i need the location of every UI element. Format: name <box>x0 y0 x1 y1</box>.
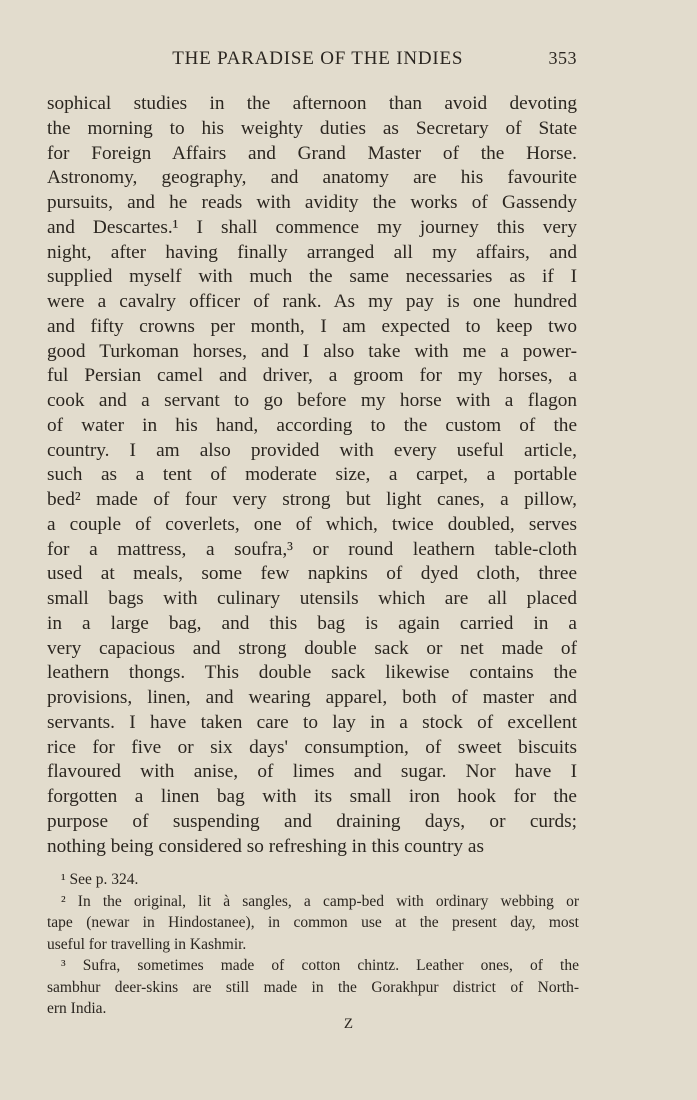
text-line: servants. I have taken care to lay in a stock of excellent <box>47 711 577 733</box>
text-line: good Turkoman horses, and I also take with me a power- <box>47 340 577 362</box>
text-line: purpose of suspending and draining days, or curds; <box>47 810 577 832</box>
text-line: night, after having finally arranged all my affairs, and <box>47 241 577 263</box>
text-line: sophical studies in the afternoon than avoid devoting <box>47 93 577 114</box>
text-line: country. I am also provided with every useful article, <box>47 439 577 461</box>
footnote-line: tape (newar in Hindostanee), in common use at the present day, most <box>47 914 579 931</box>
signature-mark: Z <box>343 1016 354 1032</box>
text-line: very capacious and strong double sack or net made of <box>47 637 577 659</box>
body-text <box>47 92 577 859</box>
text-line: leathern thongs. This double sack likewise contains the <box>47 662 577 684</box>
text-line: Astronomy, geography, and anatomy are his favourite <box>47 167 577 189</box>
text-line: forgotten a linen bag with its small iron hook for the <box>47 786 577 807</box>
text-line: were a cavalry officer of rank. As my pay is one hundred <box>47 291 577 312</box>
text-line: and Descartes.¹ I shall commence my journey this very <box>47 216 577 238</box>
page-number: 353 <box>548 48 577 68</box>
text-line: a couple of coverlets, one of which, twice doubled, serves <box>47 513 577 535</box>
footnote-line: useful for travelling in Kashmir. <box>47 935 247 953</box>
text-line: in a large bag, and this bag is again carried in a <box>47 612 577 634</box>
text-line: flavoured with anise, of limes and sugar. Nor have I <box>47 761 577 783</box>
footnote-line: ³ Sufra, sometimes made of cotton chintz. Leather ones, of the <box>61 957 579 974</box>
footnote-line: ² In the original, lit à sangles, a camp-bed with ordinary webbing or <box>61 892 579 910</box>
text-line: provisions, linen, and wearing apparel, both of master and <box>47 687 577 708</box>
text-line: pursuits, and he reads with avidity the works of Gassendy <box>47 192 577 213</box>
text-line: such as a tent of moderate size, a carpet, a portable <box>47 464 577 486</box>
text-line: for a mattress, a soufra,³ or round leathern table-cloth <box>47 538 577 560</box>
text-line: cook and a servant to go before my horse with a flagon <box>47 390 577 411</box>
footnotes <box>47 869 579 1020</box>
text-line: the morning to his weighty duties as Secretary of State <box>47 117 577 139</box>
text-line: and fifty crowns per month, I am expected to keep two <box>47 315 577 337</box>
text-line: used at meals, some few napkins of dyed cloth, three <box>47 563 577 585</box>
text-line: nothing being considered so refreshing in this country as <box>47 835 484 857</box>
footnote-line: ¹ See p. 324. <box>61 871 139 888</box>
footnote-line: ern India. <box>47 1000 107 1017</box>
text-line: small bags with culinary utensils which are all placed <box>47 588 577 609</box>
text-line: rice for five or six days' consumption, of sweet biscuits <box>47 736 577 758</box>
running-header <box>47 48 577 70</box>
text-line: for Foreign Affairs and Grand Master of the Horse. <box>47 142 577 164</box>
text-line: ful Persian camel and driver, a groom for my horses, a <box>47 365 577 387</box>
text-line: of water in his hand, according to the custom of the <box>47 414 577 436</box>
text-line: bed² made of four very strong but light canes, a pillow, <box>47 489 577 510</box>
running-title: THE PARADISE OF THE INDIES <box>172 48 464 69</box>
text-line: supplied myself with much the same necessaries as if I <box>47 266 577 288</box>
footnote-line: sambhur deer-skins are still made in the Gorakhpur district of North- <box>47 978 579 996</box>
